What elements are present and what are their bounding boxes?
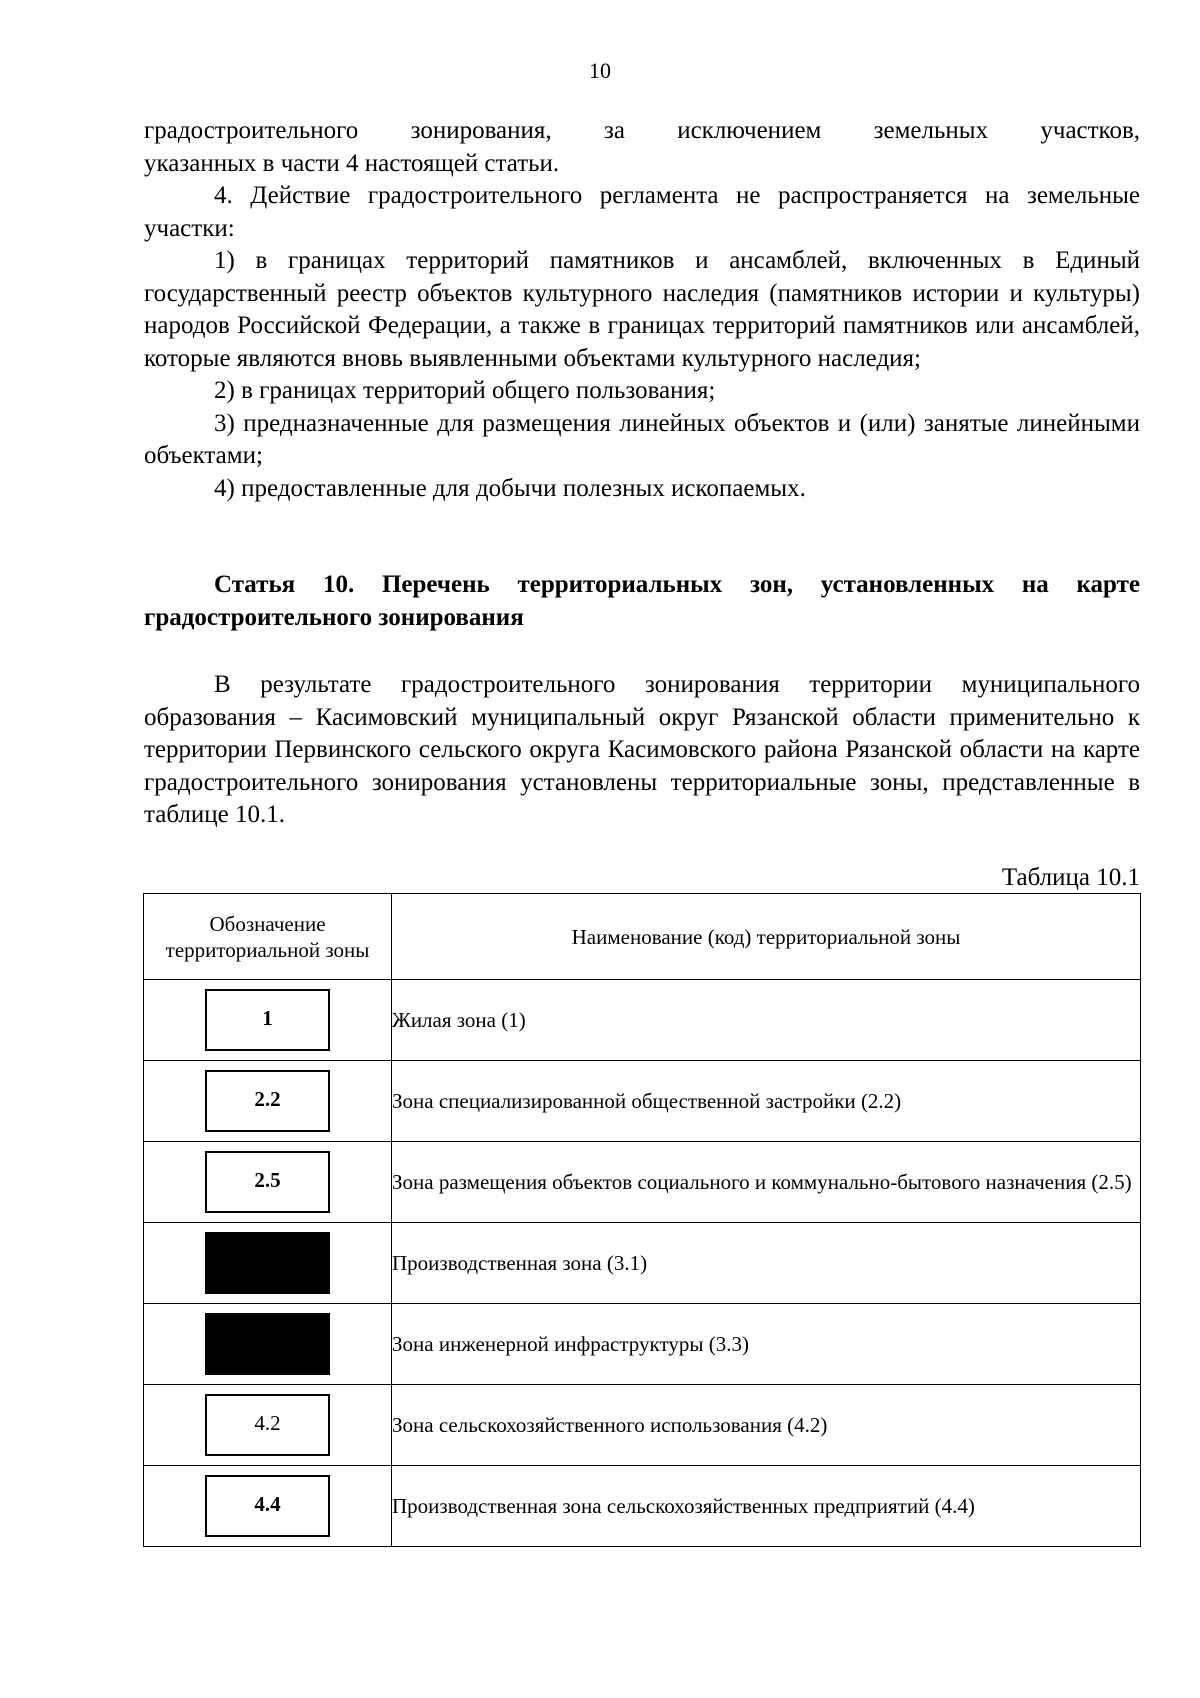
table-row (144, 980, 1141, 1061)
body-paragraph: 4) предоставленные для добычи полезных ископаемых. (214, 474, 806, 502)
zone-name: Производственная зона сельскохозяйственных предприятий (4.4) (392, 1466, 1141, 1547)
zones-table (143, 893, 1141, 1547)
zone-name: Зона инженерной инфраструктуры (3.3) (392, 1304, 1141, 1385)
zone-symbol-cell (144, 1223, 392, 1304)
table-row (144, 1304, 1141, 1385)
zone-symbol-cell (144, 1142, 392, 1223)
zone-symbol-cell (144, 1466, 392, 1547)
intro-paragraph (144, 669, 1140, 832)
table-row (144, 1142, 1141, 1223)
table-row (144, 1385, 1141, 1466)
table-row (144, 1061, 1141, 1142)
zone-name: Производственная зона (3.1) (392, 1223, 1141, 1304)
zone-name: Зона сельскохозяйственного использования (4.2) (392, 1385, 1141, 1466)
article-heading: Статья 10. Перечень территориальных зон, установленных на карте градостроительного зонирования (144, 571, 1140, 631)
body-paragraph: 2) в границах территорий общего пользования; (214, 377, 716, 404)
zone-name: Зона специализированной общественной застройки (2.2) (392, 1061, 1141, 1142)
table-row (144, 1466, 1141, 1547)
page-number: 10 (589, 58, 611, 83)
body-paragraph: градостроительного зонирования, за исключением земельных участков, (144, 117, 1140, 144)
zone-symbol (205, 1232, 330, 1294)
intro-text: В результате градостроительного зонирования территории муниципального образования – Касимовский муниципальный округ Рязанской области применительно к территории Первинского сельского округа Касимовского района Рязанской области на карте градостроительного зонирования установлены территориальные зоны, представленные в таблице 10.1. (144, 671, 1140, 828)
header-designation: Обозначение территориальной зоны (144, 894, 392, 980)
header-name: Наименование (код) территориальной зоны (392, 894, 1141, 980)
zone-symbol: 1 (205, 989, 330, 1051)
body-text (144, 115, 1140, 505)
body-paragraph: 3) предназначенные для размещения линейных объектов и (или) занятые линейными объектами; (144, 409, 1140, 469)
body-paragraph: указанных в части 4 настоящей статьи. (144, 149, 560, 177)
zone-symbol-cell (144, 1304, 392, 1385)
zone-symbol-cell (144, 1061, 392, 1142)
zone-symbol: 2.2 (205, 1070, 330, 1132)
zone-name: Зона размещения объектов социального и коммунально-бытового назначения (2.5) (392, 1142, 1141, 1223)
zone-symbol: 4.4 (205, 1475, 330, 1537)
zone-symbol: 2.5 (205, 1151, 330, 1213)
zone-symbol-cell (144, 980, 392, 1061)
zone-symbol-cell (144, 1385, 392, 1466)
body-paragraph: 1) в границах территорий памятников и ансамблей, включенных в Единый государственный реестр объектов культурного наследия (памятников истории и культуры) народов Российской Федерации, а также в границах территорий памятников или ансамблей, которые являются вновь выявленными объектами культурного наследия; (144, 247, 1140, 372)
table-header-row (144, 894, 1141, 980)
body-paragraph: 4. Действие градостроительного регламента не распространяется на земельные участки: (144, 182, 1140, 242)
table-row (144, 1223, 1141, 1304)
zone-name: Жилая зона (1) (392, 980, 1141, 1061)
zone-symbol: 4.2 (205, 1394, 330, 1456)
table-caption: Таблица 10.1 (1001, 864, 1140, 891)
zone-symbol (205, 1313, 330, 1375)
